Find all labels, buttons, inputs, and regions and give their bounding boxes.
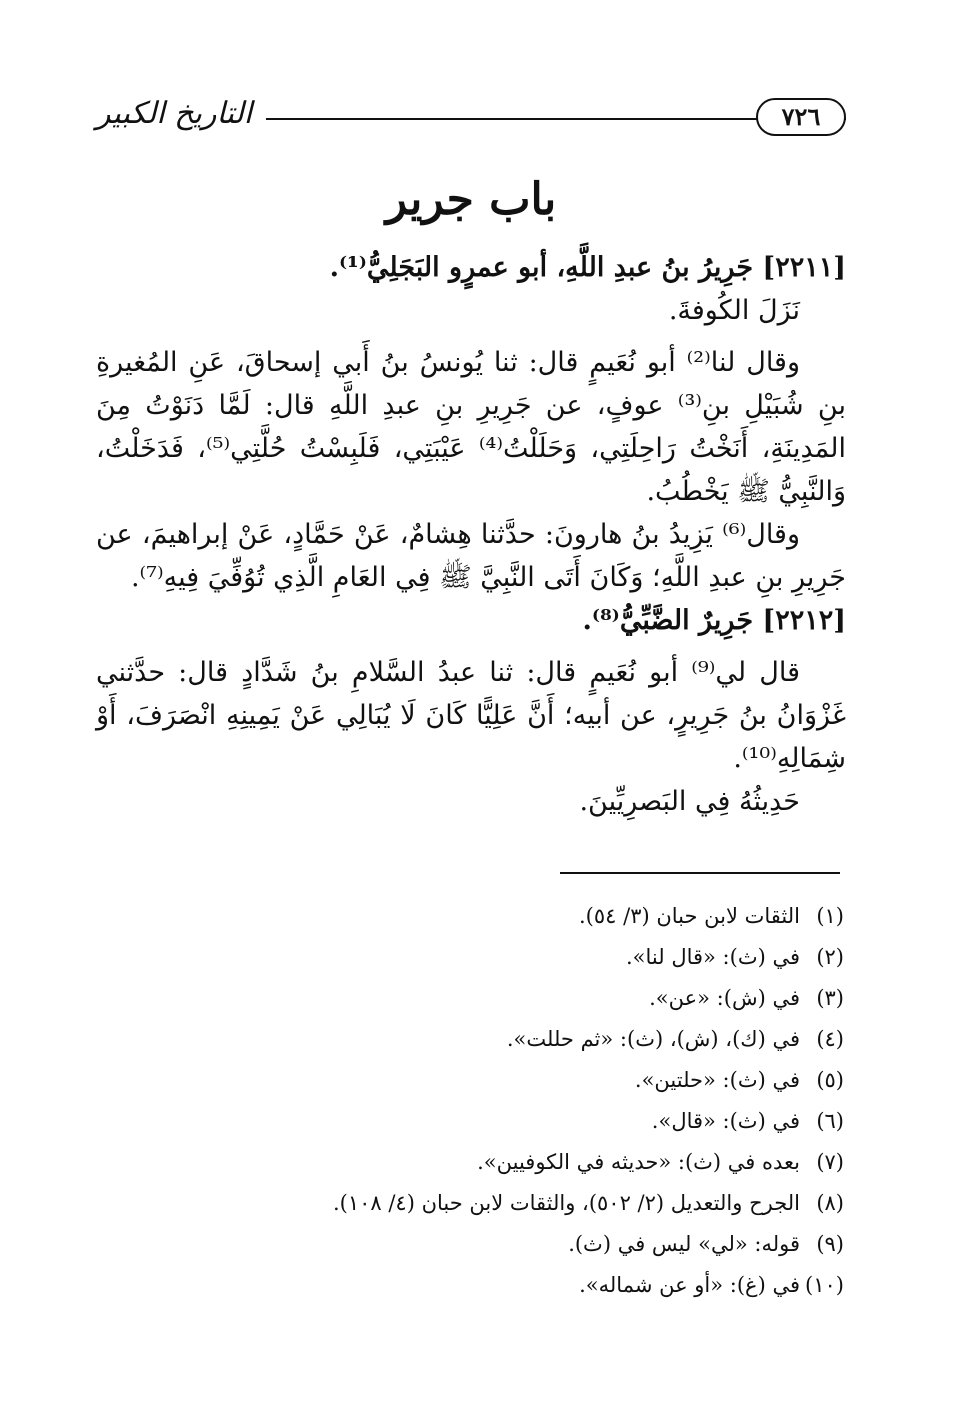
paragraph-narration-2: وقال⁽⁶⁾ يَزِيدُ بنُ هارونَ: حدَّثنا هِشامٌ، عَنْ حَمَّادٍ، عَنْ إبراهيمَ، عن جَرِيرِ بنِ عبدِ اللَّهِ؛ وَكَانَ أَتَى النَّبِيَّ ﷺ فِي العَامِ الَّذِي تُوُفِّيَ فِيهِ⁽⁷⁾.	[96, 519, 846, 593]
footnote	[96, 978, 846, 1019]
footnote-text: في (ث): «قال».	[651, 1109, 800, 1133]
footnote-text: في (غ): «أو عن شماله».	[579, 1273, 800, 1297]
footnote	[96, 1019, 846, 1060]
footnote-text: في (ث): «قال لنا».	[626, 945, 800, 969]
footnote-number: (٦)	[816, 1109, 844, 1133]
footnote	[96, 1224, 846, 1265]
footnote-number: (١٠)	[805, 1273, 844, 1297]
paragraph-residence: نَزَلَ الكُوفةَ.	[668, 295, 800, 326]
entry-2212-heading: [٢٢١٢] جَرِيرٌ الضَّبِّيُّ⁽⁸⁾.	[582, 605, 846, 636]
footnote-number: (٣)	[816, 986, 844, 1010]
paragraph-narration-1: وقال لنا⁽²⁾ أبو نُعَيمٍ قال: ثنا يُونسُ بنُ أَبي إسحاقَ، عَنِ المُغيرةِ بنِ شُبَيْلِ بنِ⁽³⁾ عوفٍ، عن جَرِيرِ بنِ عبدِ اللَّهِ قال: لَمَّا دَنَوْتُ مِنَ المَدِينَةِ، أَنَخْتُ رَاحِلَتِي، وَحَلَلْتُ⁽⁴⁾ عَيْبَتِي، فَلَبِسْتُ حُلَّتِي⁽⁵⁾، فَدَخَلْتُ، وَالنَّبِيُّ ﷺ يَخْطُبُ.	[96, 347, 847, 507]
footnote	[96, 1101, 846, 1142]
footnote-text: في (ث): «حلتين».	[634, 1068, 800, 1092]
footnote-number: (٥)	[816, 1068, 844, 1092]
chapter-title: باب جرير	[385, 174, 557, 225]
footnote-text: في (ش): «عن».	[649, 986, 800, 1010]
footnote-number: (٨)	[816, 1191, 844, 1215]
running-title: التاريخ الكبير	[96, 92, 266, 136]
footnote-divider	[560, 872, 840, 874]
footnote	[96, 1265, 846, 1306]
footnote-text: في (ك)، (ش)، (ث): «ثم حللت».	[506, 1027, 800, 1051]
footnote	[96, 937, 846, 978]
page-number: ٧٢٦	[756, 98, 846, 136]
page-header	[96, 92, 846, 138]
footnote-number: (٤)	[816, 1027, 844, 1051]
footnote	[96, 1142, 846, 1183]
footnote	[96, 1183, 846, 1224]
entry-2211-heading: [٢٢١١] جَرِيرُ بنُ عبدِ اللَّهِ، أبو عمرٍو البَجَلِيُّ⁽¹⁾.	[329, 252, 846, 283]
footnotes	[96, 896, 846, 1306]
footnote	[96, 896, 846, 937]
footnote-number: (١)	[816, 904, 844, 928]
footnote-number: (٩)	[816, 1232, 844, 1256]
footnote-number: (٢)	[816, 945, 844, 969]
footnote-text: بعده في (ث): «حديثه في الكوفيين».	[477, 1150, 800, 1174]
paragraph-closing: حَدِيثُهُ فِي البَصرِيِّينَ.	[579, 786, 800, 817]
paragraph-narration-3: قال لي⁽⁹⁾ أبو نُعَيمٍ قال: ثنا عبدُ السَّلامِ بنُ شَدَّادٍ قال: حدَّثني غَزْوَانُ بنُ جَرِيرٍ، عن أبيه؛ أَنَّ عَلِيًّا كَانَ لَا يُبَالِي عَنْ يَمِينِهِ انْصَرَفَ، أَوْ شِمَالِهِ⁽¹⁰⁾.	[96, 657, 846, 774]
footnote-text: الجرح والتعديل (٢/ ٥٠٢)، والثقات لابن حبان (٤/ ١٠٨).	[332, 1191, 800, 1215]
footnote-text: قوله: «لي» ليس في (ث).	[568, 1232, 800, 1256]
footnote-text: الثقات لابن حبان (٣/ ٥٤).	[578, 904, 800, 928]
footnote	[96, 1060, 846, 1101]
main-text	[96, 246, 846, 823]
footnote-number: (٧)	[816, 1150, 844, 1174]
